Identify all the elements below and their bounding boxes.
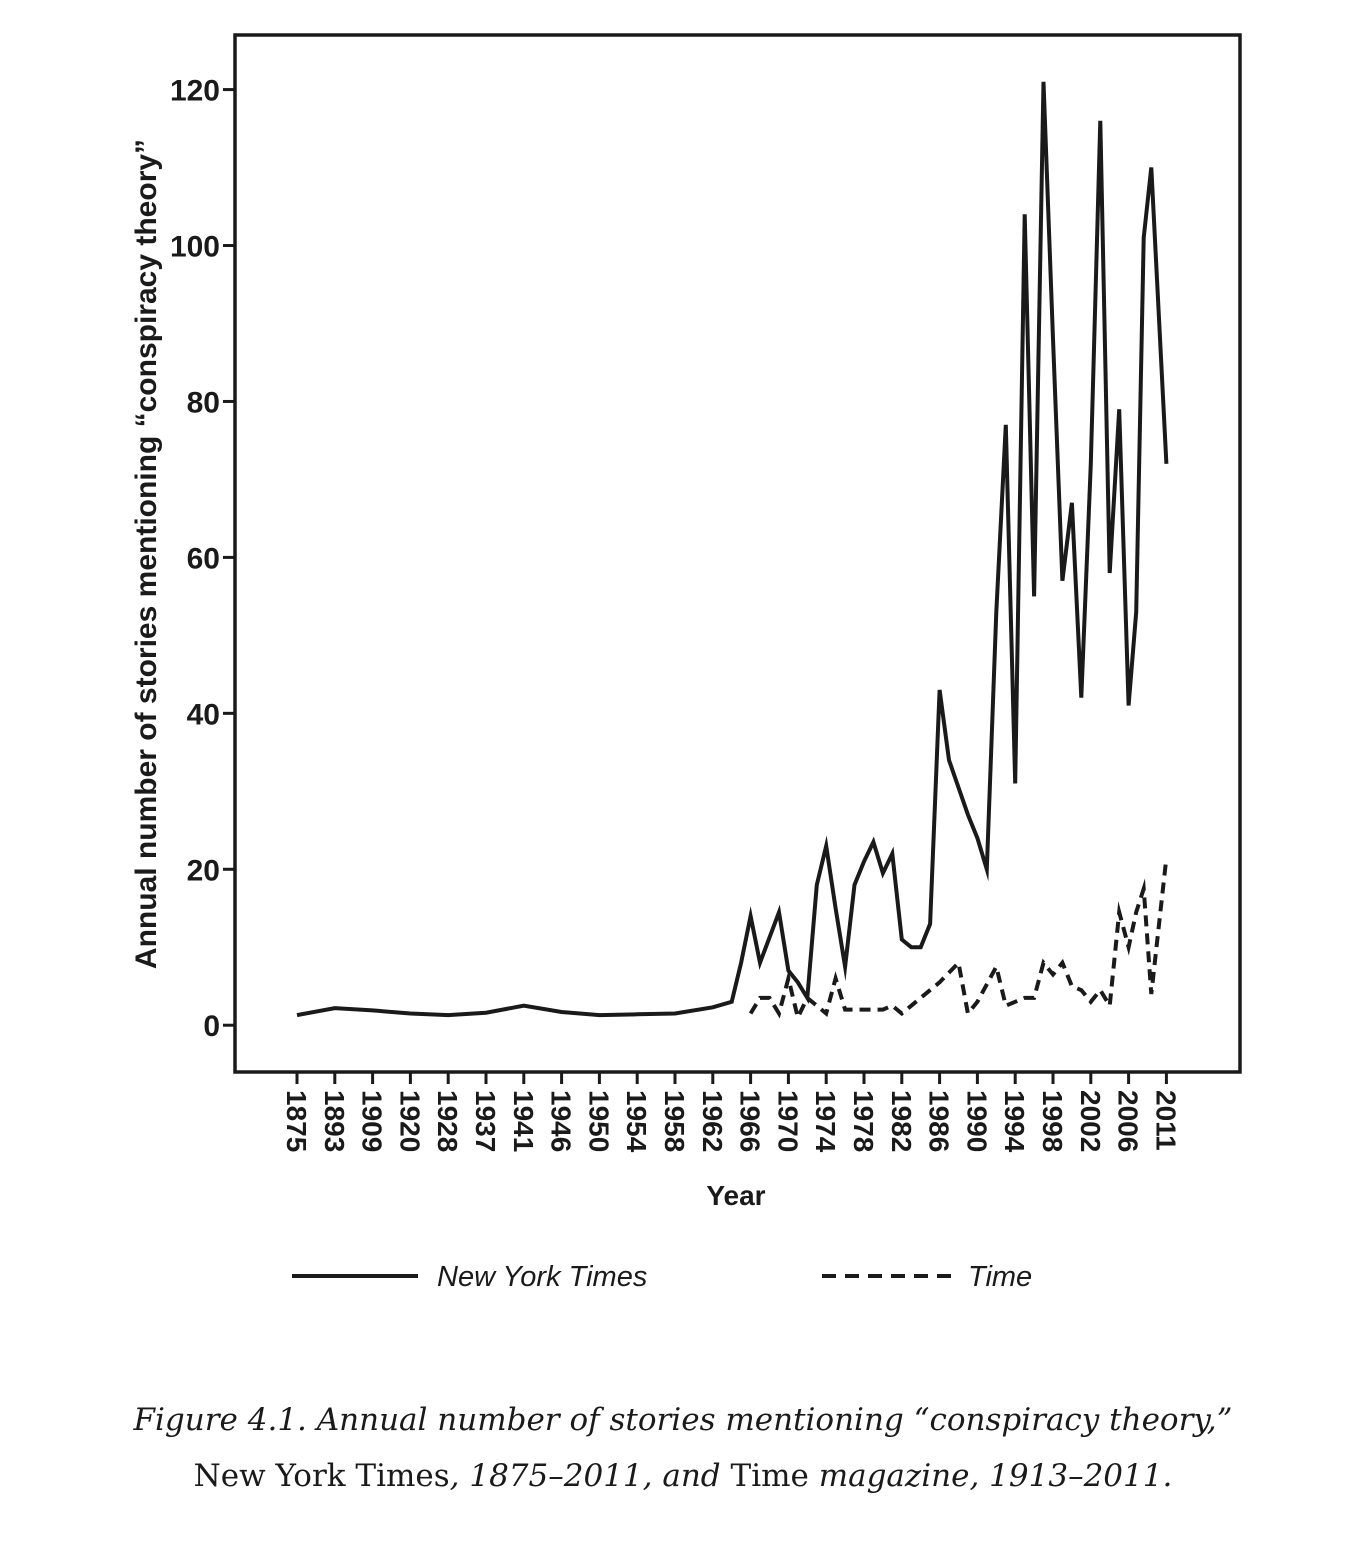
x-tick-label: 1998 <box>1037 1090 1068 1153</box>
x-tick-label: 1875 <box>281 1090 312 1153</box>
x-tick-label: 1937 <box>470 1090 501 1153</box>
x-tick-label: 1990 <box>961 1090 993 1153</box>
y-tick-label: 20 <box>186 854 220 888</box>
x-tick-label: 1974 <box>810 1090 842 1153</box>
y-tick-label: 40 <box>186 698 220 732</box>
x-tick-label: 2011 <box>1150 1090 1182 1151</box>
x-tick-label: 1962 <box>696 1090 728 1153</box>
figure-caption <box>0 1392 1366 1504</box>
x-axis-label: Year <box>706 1180 766 1211</box>
x-tick-label: 1893 <box>318 1090 350 1153</box>
caption-line-2: New York Times, 1875–2011, and Time magazine, 1913–2011. <box>193 1458 1173 1494</box>
x-tick-label: 2006 <box>1112 1090 1144 1153</box>
legend-label-time: Time <box>968 1261 1033 1293</box>
legend-label-new-york-times: New York Times <box>437 1261 648 1293</box>
plot-frame <box>235 35 1240 1072</box>
x-tick-label: 1941 <box>507 1090 539 1153</box>
x-tick-label: 1946 <box>545 1090 577 1153</box>
x-tick-label: 1954 <box>621 1090 653 1153</box>
x-tick-label: 1920 <box>394 1090 426 1153</box>
series-layer <box>297 82 1166 1018</box>
y-tick-label: 120 <box>169 74 220 108</box>
series-line-new-york-times <box>297 82 1166 1015</box>
x-tick-label: 1950 <box>583 1090 615 1153</box>
x-tick-label: 1909 <box>356 1090 388 1153</box>
caption-line-1: Figure 4.1. Annual number of stories mentioning “conspiracy theory,” <box>133 1402 1233 1438</box>
y-axis-label: Annual number of stories mentioning “conspiracy theory” <box>130 138 163 970</box>
legend <box>292 1261 1032 1293</box>
x-tick-label: 1994 <box>999 1090 1031 1153</box>
x-tick-label: 1982 <box>885 1090 917 1153</box>
x-tick-label: 1986 <box>923 1090 955 1153</box>
x-axis <box>281 1072 1181 1153</box>
y-axis <box>170 75 235 1044</box>
y-tick-label: 100 <box>169 230 220 264</box>
x-tick-label: 1978 <box>848 1090 879 1153</box>
x-tick-label: 2002 <box>1074 1090 1106 1153</box>
y-tick-label: 80 <box>186 386 220 420</box>
x-tick-label: 1928 <box>432 1090 464 1153</box>
x-tick-label: 1966 <box>734 1090 766 1153</box>
x-tick-label: 1958 <box>659 1090 690 1153</box>
y-tick-label: 0 <box>203 1010 220 1044</box>
x-tick-label: 1970 <box>772 1090 804 1153</box>
y-tick-label: 60 <box>186 542 220 576</box>
